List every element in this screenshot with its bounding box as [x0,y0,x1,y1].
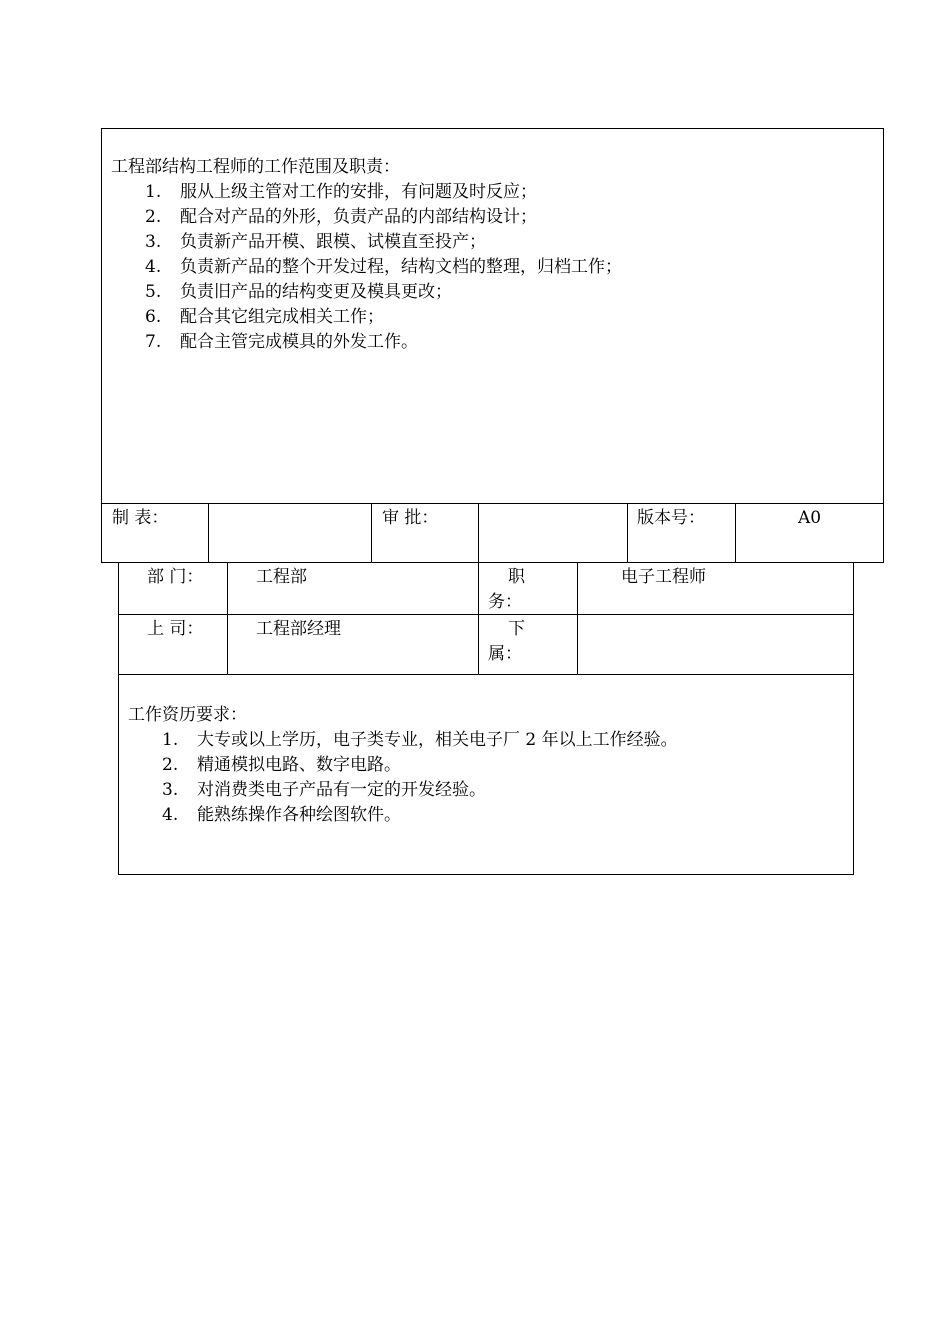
list-item: 1. 大专或以上学历，电子类专业，相关电子厂 2 年以上工作经验。 [162,730,678,750]
divider [371,504,372,562]
requirements-title: 工作资历要求： [128,705,247,725]
position-info-table [118,562,854,875]
department-value[interactable]: 工程部 [256,567,307,587]
divider [227,563,228,614]
version-label: 版本号： [637,508,705,528]
subordinate-value[interactable] [621,615,851,674]
list-item: 5. 负责旧产品的结构变更及模具更改； [145,282,452,302]
list-item: 4. 负责新产品的整个开发过程，结构文档的整理，归档工作； [145,257,622,277]
prepared-by-value[interactable] [209,504,371,562]
divider [577,615,578,674]
approved-by-label: 审 批： [382,508,439,528]
superior-value[interactable]: 工程部经理 [256,619,341,639]
signature-row [102,503,883,562]
list-item: 2. 精通模拟电路、数字电路。 [162,755,401,775]
divider [577,563,578,614]
superior-row [119,615,853,674]
superior-label: 上 司： [147,619,204,639]
responsibilities-section [111,155,874,355]
responsibilities-table [101,128,884,563]
list-item: 4. 能熟练操作各种绘图软件。 [162,805,401,825]
divider [119,674,853,675]
responsibilities-title: 工程部结构工程师的工作范围及职责： [111,157,400,177]
approved-by-value[interactable] [479,504,627,562]
list-item: 1. 服从上级主管对工作的安排，有问题及时反应； [145,182,537,202]
version-value[interactable]: A0 [797,508,822,528]
responsibilities-list [111,180,874,355]
prepared-by-label: 制 表： [112,508,169,528]
department-row [119,563,853,614]
list-item: 6. 配合其它组完成相关工作； [145,307,384,327]
department-label: 部 门： [147,567,204,587]
subordinate-label: 下 属： [488,619,525,664]
position-value[interactable]: 电子工程师 [621,567,706,587]
divider [627,504,628,562]
requirements-section [128,703,844,828]
list-item: 3. 负责新产品开模、跟模、试模直至投产； [145,232,486,252]
list-item: 3. 对消费类电子产品有一定的开发经验。 [162,780,486,800]
requirements-list [128,728,844,828]
list-item: 2. 配合对产品的外形，负责产品的内部结构设计； [145,207,537,227]
position-label: 职 务： [488,567,525,612]
list-item: 7. 配合主管完成模具的外发工作。 [145,332,418,352]
divider [227,615,228,674]
